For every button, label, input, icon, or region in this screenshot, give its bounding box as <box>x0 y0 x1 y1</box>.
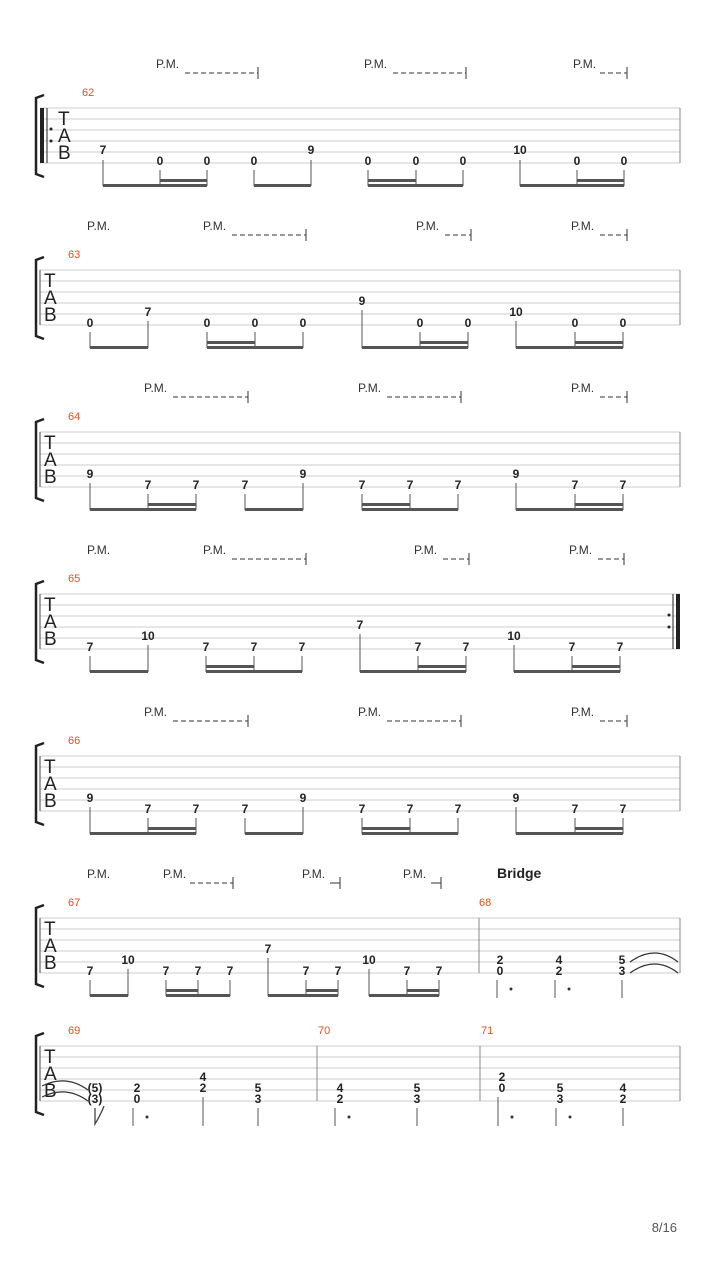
fret-number: 7 <box>162 964 170 978</box>
pm-label: P.M. <box>414 543 438 557</box>
fret-number: (5) <box>87 1081 103 1095</box>
fret-number: 9 <box>512 791 520 805</box>
fret-number: 7 <box>99 143 107 157</box>
fret-number: 7 <box>406 802 414 816</box>
fret-number: 2 <box>336 1092 344 1106</box>
fret-number: 7 <box>144 478 152 492</box>
system-5 <box>36 705 680 835</box>
fret-number: 7 <box>619 478 627 492</box>
system-2 <box>36 219 680 349</box>
fret-number: 2 <box>498 1070 506 1084</box>
fret-number: 7 <box>358 802 366 816</box>
svg-text:A: A <box>58 126 71 147</box>
svg-text:A: A <box>44 288 57 309</box>
fret-number: 0 <box>203 316 211 330</box>
fret-number: 7 <box>192 802 200 816</box>
system-7 <box>36 1025 680 1126</box>
fret-number: 0 <box>364 154 372 168</box>
fret-number: 0 <box>496 964 504 978</box>
palm-mute-markings <box>87 867 441 889</box>
pm-label: P.M. <box>302 867 326 881</box>
fret-number: 0 <box>573 154 581 168</box>
fret-number: 7 <box>250 640 258 654</box>
fret-numbers <box>87 467 627 492</box>
pm-label: P.M. <box>364 57 388 71</box>
bar-number: 70 <box>318 1025 331 1037</box>
fret-number: 0 <box>459 154 467 168</box>
bar-number: 71 <box>481 1025 494 1037</box>
fret-number: 7 <box>144 802 152 816</box>
tie-arcs <box>630 953 678 973</box>
svg-text:B: B <box>44 791 57 812</box>
pm-label: P.M. <box>87 219 111 233</box>
fret-number: 3 <box>254 1092 262 1106</box>
svg-text:A: A <box>44 450 57 471</box>
bar-number: 65 <box>68 573 81 585</box>
fret-number: 7 <box>454 478 462 492</box>
fret-number: 7 <box>403 964 411 978</box>
fret-number: 0 <box>412 154 420 168</box>
fret-number: 0 <box>251 316 259 330</box>
pm-label: P.M. <box>87 867 111 881</box>
fret-number: 10 <box>362 953 376 967</box>
rhythm-beams <box>103 160 624 187</box>
fret-number: (3) <box>87 1092 103 1106</box>
fret-number: 5 <box>556 1081 564 1095</box>
svg-text:T: T <box>44 271 56 292</box>
fret-number: 7 <box>616 640 624 654</box>
fret-number: 10 <box>513 143 527 157</box>
repeat-start-barline <box>40 108 44 163</box>
tab-staff <box>36 1033 680 1115</box>
pm-label: P.M. <box>156 57 180 71</box>
svg-text:T: T <box>44 595 56 616</box>
bar-number: 64 <box>68 411 81 423</box>
fret-number: 0 <box>250 154 258 168</box>
fret-number: 2 <box>496 953 504 967</box>
page-number: 8/16 <box>651 1220 677 1235</box>
fret-number: 0 <box>416 316 424 330</box>
pm-label: P.M. <box>87 543 111 557</box>
pm-label: P.M. <box>573 57 597 71</box>
fret-number: 10 <box>121 953 135 967</box>
fret-number: 7 <box>241 478 249 492</box>
svg-text:T: T <box>44 1047 56 1068</box>
svg-text:T: T <box>44 757 56 778</box>
fret-number: 7 <box>264 942 272 956</box>
fret-number: 9 <box>299 791 307 805</box>
fret-number: 0 <box>464 316 472 330</box>
pm-label: P.M. <box>144 381 168 395</box>
svg-text:B: B <box>44 305 57 326</box>
fret-number: 0 <box>571 316 579 330</box>
fret-number: 7 <box>568 640 576 654</box>
fret-number: 7 <box>435 964 443 978</box>
palm-mute-markings <box>87 543 624 565</box>
palm-mute-markings <box>144 705 627 727</box>
palm-mute-markings <box>87 219 627 241</box>
pm-label: P.M. <box>203 543 227 557</box>
fret-number: 0 <box>620 154 628 168</box>
svg-text:B: B <box>44 1081 57 1102</box>
fret-number: 4 <box>199 1070 207 1084</box>
fret-number: 10 <box>507 629 521 643</box>
palm-mute-markings <box>144 381 627 403</box>
fret-number: 7 <box>298 640 306 654</box>
pm-label: P.M. <box>358 705 382 719</box>
fret-number: 7 <box>86 964 94 978</box>
fret-number: 10 <box>509 305 523 319</box>
fret-number: 7 <box>358 478 366 492</box>
system-4 <box>36 543 680 673</box>
fret-number: 9 <box>512 467 520 481</box>
fret-number: 5 <box>413 1081 421 1095</box>
fret-number: 2 <box>555 964 563 978</box>
fret-number: 7 <box>241 802 249 816</box>
fret-number: 7 <box>302 964 310 978</box>
fret-number: 7 <box>414 640 422 654</box>
pm-label: P.M. <box>571 219 595 233</box>
pm-label: P.M. <box>203 219 227 233</box>
system-1 <box>36 57 680 187</box>
pm-label: P.M. <box>163 867 187 881</box>
fret-number: 4 <box>619 1081 627 1095</box>
svg-text:T: T <box>58 109 70 130</box>
pm-label: P.M. <box>571 705 595 719</box>
bar-number: 62 <box>82 87 95 99</box>
system-3 <box>36 381 680 511</box>
svg-text:A: A <box>44 612 57 633</box>
pm-label: P.M. <box>358 381 382 395</box>
rhythm-beams <box>90 958 622 998</box>
note-flag <box>95 1106 104 1124</box>
svg-text:B: B <box>44 467 57 488</box>
tab-staff <box>36 905 680 987</box>
fret-number: 0 <box>619 316 627 330</box>
tab-staff <box>36 95 680 177</box>
fret-number: 5 <box>618 953 626 967</box>
section-label: Bridge <box>497 865 542 881</box>
fret-number: 9 <box>86 791 94 805</box>
fret-number: 10 <box>141 629 155 643</box>
fret-number: 7 <box>192 478 200 492</box>
fret-number: 7 <box>226 964 234 978</box>
fret-number: 3 <box>413 1092 421 1106</box>
fret-number: 4 <box>336 1081 344 1095</box>
svg-text:T: T <box>44 919 56 940</box>
fret-number: 0 <box>133 1092 141 1106</box>
fret-number: 2 <box>619 1092 627 1106</box>
fret-numbers <box>100 143 628 168</box>
fret-number: 9 <box>299 467 307 481</box>
fret-number: 7 <box>571 478 579 492</box>
pm-label: P.M. <box>569 543 593 557</box>
pm-label: P.M. <box>416 219 440 233</box>
fret-number: 0 <box>156 154 164 168</box>
fret-number: 3 <box>556 1092 564 1106</box>
fret-number: 0 <box>498 1081 506 1095</box>
fret-number: 9 <box>86 467 94 481</box>
pm-label: P.M. <box>403 867 427 881</box>
bar-number: 66 <box>68 735 81 747</box>
fret-number: 7 <box>406 478 414 492</box>
fret-number: 7 <box>619 802 627 816</box>
fret-number: 7 <box>334 964 342 978</box>
svg-text:A: A <box>44 774 57 795</box>
fret-number: 7 <box>571 802 579 816</box>
fret-number: 0 <box>299 316 307 330</box>
fret-number: 7 <box>194 964 202 978</box>
fret-number: 7 <box>454 802 462 816</box>
palm-mute-markings <box>156 57 627 79</box>
svg-text:B: B <box>44 629 57 650</box>
fret-number: 7 <box>202 640 210 654</box>
pm-label: P.M. <box>144 705 168 719</box>
svg-text:B: B <box>58 143 71 164</box>
fret-number: 2 <box>133 1081 141 1095</box>
fret-number: 9 <box>307 143 315 157</box>
fret-number: 0 <box>86 316 94 330</box>
fret-number: 7 <box>86 640 94 654</box>
svg-text:A: A <box>44 936 57 957</box>
svg-text:B: B <box>44 953 57 974</box>
fret-number: 9 <box>358 294 366 308</box>
fret-numbers <box>87 791 627 816</box>
bar-number: 69 <box>68 1025 81 1037</box>
fret-number: 7 <box>356 618 364 632</box>
bar-number: 67 <box>68 897 81 909</box>
rhythm-beams <box>90 310 623 349</box>
bar-number: 63 <box>68 249 81 261</box>
system-6 <box>36 865 680 998</box>
fret-number: 7 <box>462 640 470 654</box>
fret-number: 7 <box>144 305 152 319</box>
fret-number: 0 <box>203 154 211 168</box>
pm-label: P.M. <box>571 381 595 395</box>
fret-number: 5 <box>254 1081 262 1095</box>
svg-text:T: T <box>44 433 56 454</box>
fret-number: 2 <box>199 1081 207 1095</box>
rhythm-beams <box>90 634 620 673</box>
bar-number: 68 <box>479 897 492 909</box>
fret-number: 3 <box>618 964 626 978</box>
fret-number: 4 <box>555 953 563 967</box>
svg-text:A: A <box>44 1064 57 1085</box>
